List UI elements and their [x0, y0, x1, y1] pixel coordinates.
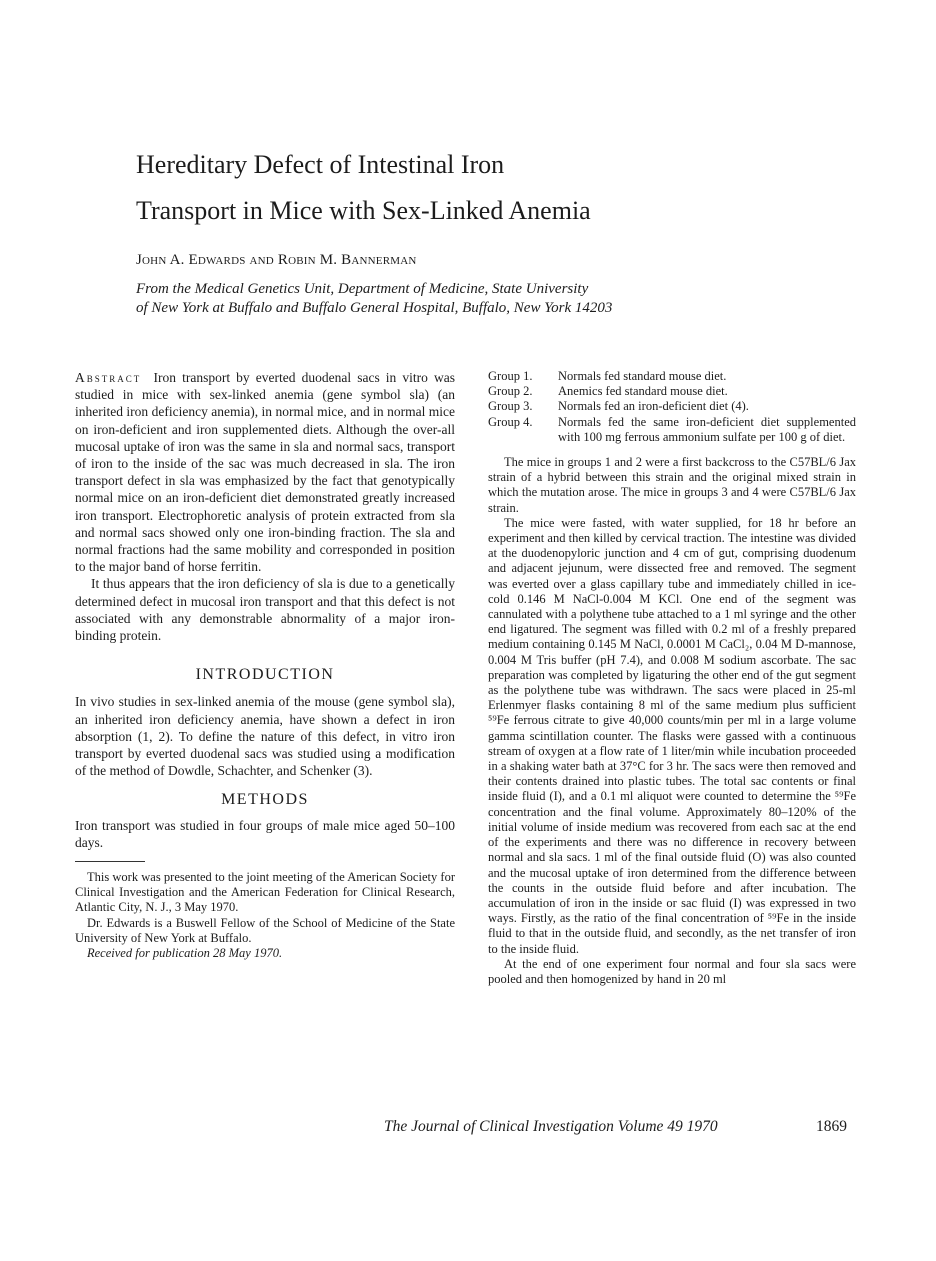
methods-paragraph-homogenize: At the end of one experiment four normal and four sla sacs were pooled and then homogenized by hand in 20 ml [488, 956, 856, 986]
group-description: Normals fed an iron-deficient diet (4). [558, 399, 749, 414]
affiliation [136, 280, 612, 318]
group-label: Group 1. [488, 369, 533, 383]
group-label: Group 4. [488, 414, 533, 429]
paper-title-line-1: Hereditary Defect of Intestinal Iron [136, 150, 505, 179]
footnote-received: Received for publication 28 May 1970. [87, 946, 283, 961]
journal-footer: The Journal of Clinical Investigation Volume 49 1970 [384, 1118, 718, 1135]
left-column [75, 369, 455, 961]
group-item [488, 384, 856, 399]
methods-paragraph-mice: The mice in groups 1 and 2 were a first backcross to the C57BL/6 Jax strain of a hybrid between this strain and the original mixed strain in which the mutation arose. The mice in groups 3 and 4 were C57BL/6 Jax strain. [488, 455, 856, 515]
footnote-fellowship: Dr. Edwards is a Buswell Fellow of the School of Medicine of the State University of New York at Buffalo. [75, 915, 455, 945]
introduction-heading: INTRODUCTION [195, 666, 335, 684]
group-description: Normals fed standard mouse diet. [558, 369, 727, 383]
group-list [488, 369, 856, 445]
footnotes [75, 870, 455, 961]
right-column [488, 369, 856, 987]
footnote-divider [75, 861, 145, 862]
methods-heading: METHODS [221, 791, 309, 809]
affiliation-line-2: of New York at Buffalo and Buffalo General Hospital, Buffalo, New York 14203 [136, 300, 613, 316]
abstract-paragraph-2: It thus appears that the iron deficiency of sla is due to a genetically determined defect in mucosal iron transport and that this defect is not associated with any demonstrable abnormality of a major iron-binding protein. [75, 576, 455, 644]
abstract-text-1: Iron transport by everted duodenal sacs in vitro was studied in mice with sex-linked anemia (gene symbol sla) (an inherited iron deficiency anemia), in normal mice, and in normal mice on iron-deficient and iron supplemented diets. Although the over-all mucosal uptake of iron was the same in sla and normal sacs, transport of iron to the inside of the sac was much decreased in sla. The iron transport defect in sla was emphasized by the fact that genotypically normal mice on an iron-deficient diet demonstrated greatly increased iron transport. Electrophoretic analysis of protein extracted from sla and normal sacs showed only one iron-binding fraction. The sla and normal fractions had the same mobility and corresponded in position to the major band of horse ferritin. [75, 370, 456, 575]
group-label: Group 3. [488, 399, 533, 414]
abstract-paragraph-1 [75, 369, 455, 575]
abstract-label: Abstract [75, 370, 142, 385]
authors: John A. Edwards and Robin M. Bannerman [136, 252, 417, 268]
affiliation-line-1: From the Medical Genetics Unit, Department of Medicine, State University [136, 281, 589, 297]
introduction-text: In vivo studies in sex-linked anemia of the mouse (gene symbol sla), an inherited iron deficiency anemia, have shown a defect in iron absorption (1, 2). To define the nature of this defect, in vitro iron transport by everted duodenal sacs was studied using a modification of the method of Dowdle, Schachter, and Schenker (3). [75, 694, 455, 779]
group-item [488, 399, 856, 414]
page-number: 1869 [816, 1118, 847, 1135]
group-description: Anemics fed standard mouse diet. [558, 384, 728, 399]
group-item [488, 369, 856, 384]
methods-paragraph-procedure: The mice were fasted, with water supplied, for 18 hr before an experiment and then killed by cervical traction. The intestine was divided at the duodenopyloric junction and 4 cm of gut, comprising duodenum and adjacent jejunum, were dissected free and removed. The segment was everted over a glass capillary tube and immediately chilled in ice-cold 0.146 M NaCl-0.004 M KCl. One end of the segment was cannulated with a polythene tube attached to a 1 ml syringe and the other end ligatured. The segment was filled with 0.2 ml of a freshly prepared medium containing 0.145 M NaCl, 0.0001 M CaCl₂, 0.04 M D-mannose, 0.004 M Tris buffer (pH 7.4), and 0.008 M sodium ascorbate. The sac preparation was completed by ligaturing the other end of the gut segment as the polythene tube was withdrawn. The sacs were placed in 25-ml Erlenmyer flasks containing 8 ml of the same medium plus sufficient ⁵⁹Fe ferrous citrate to give 40,000 counts/min per ml in a large volume gamma scintillation counter. The flasks were gassed with a continuous stream of oxygen at a flow rate of 1 liter/min while incubation proceeded in a shaking water bath at 37°C for 3 hr. The sacs were then removed and their contents drained into plastic tubes. The total sac contents or final inside fluid (I), and a 0.1 ml aliquot were counted to determine the ⁵⁹Fe concentration and the final volume. Approximately 80–120% of the initial volume of inside medium was recovered from each sac at the end of the experiments and there was no difference in recovery between normal and sla sacs. 1 ml of the final outside fluid (O) was also counted and the mucosal uptake of iron determined from the difference between the counts in the outside fluid before and after incubation. The accumulation of iron in the inside or sac fluid (I) was expressed in two ways. Firstly, as the ratio of the final concentration of ⁵⁹Fe in the inside fluid to that in the outside fluid, and secondly, as the net transfer of iron to the inside fluid. [488, 515, 856, 956]
paper-title-line-2: Transport in Mice with Sex-Linked Anemia [136, 196, 591, 225]
methods-text: Iron transport was studied in four groups of male mice aged 50–100 days. [75, 817, 455, 850]
footnote-presentation: This work was presented to the joint meeting of the American Society for Clinical Investigation and the American Federation for Clinical Research, Atlantic City, N. J., 3 May 1970. [75, 870, 455, 915]
group-item [488, 415, 856, 445]
group-label: Group 2. [488, 384, 533, 399]
group-description: Normals fed the same iron-deficient diet supplemented with 100 mg ferrous ammonium sulfate per 100 g of diet. [558, 414, 856, 444]
